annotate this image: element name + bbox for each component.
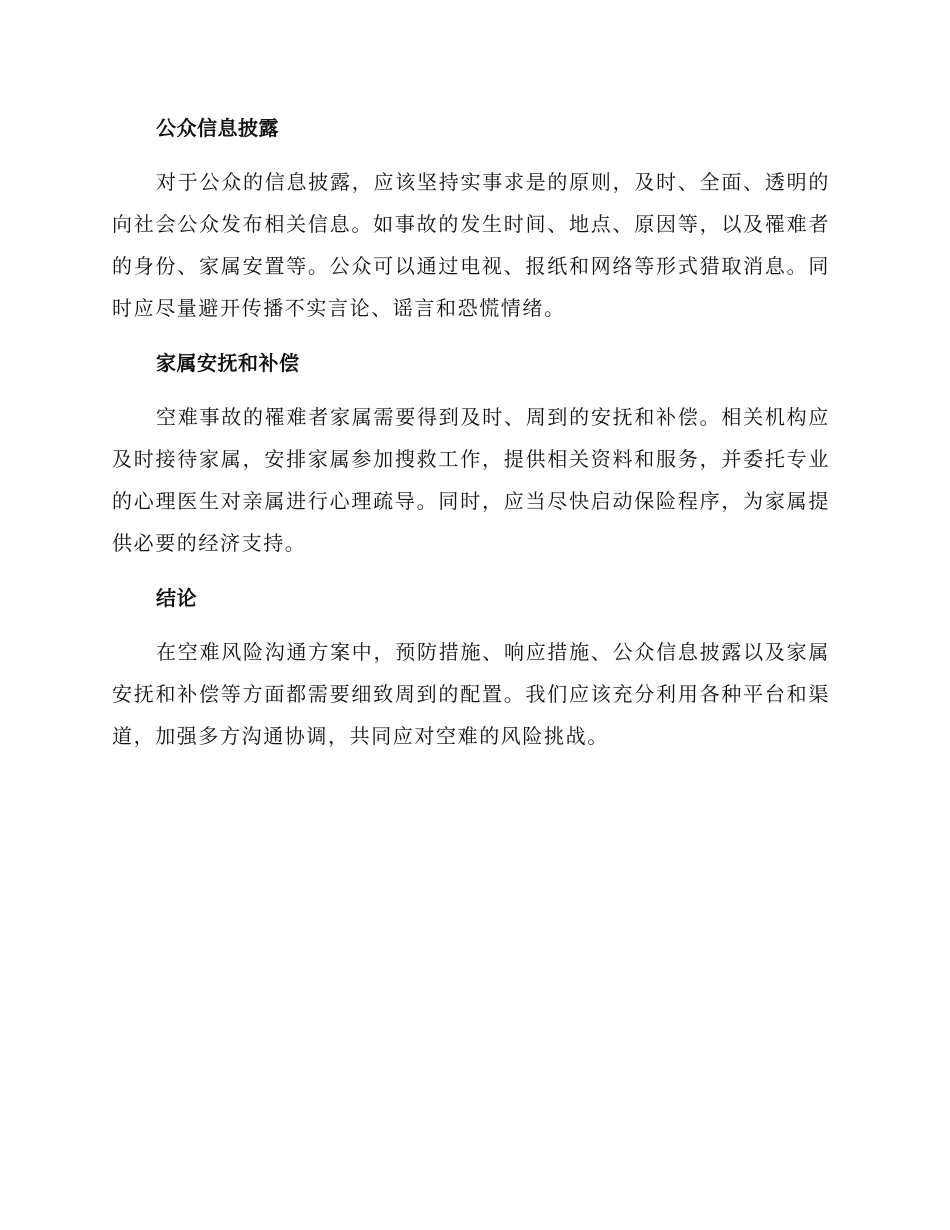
section-heading: 结论 — [156, 586, 197, 610]
section-paragraph: 空难事故的罹难者家属需要得到及时、周到的安抚和补偿。相关机构应及时接待家属，安排家属参加搜救工作，提供相关资料和服务，并委托专业的心理医生对亲属进行心理疏导。同时，应当尽快启动保险程序，为家属提供必要的经济支持。 — [112, 405, 830, 555]
section-family-compensation — [112, 343, 830, 564]
document-page — [112, 108, 830, 771]
section-heading: 公众信息披露 — [156, 116, 279, 140]
section-paragraph: 在空难风险沟通方案中，预防措施、响应措施、公众信息披露以及家属安抚和补偿等方面都需要细致周到的配置。我们应该充分利用各种平台和渠道，加强多方沟通协调，共同应对空难的风险挑战。 — [112, 640, 830, 748]
section-conclusion — [112, 578, 830, 757]
section-public-disclosure — [112, 108, 830, 329]
section-paragraph: 对于公众的信息披露，应该坚持实事求是的原则，及时、全面、透明的向社会公众发布相关信息。如事故的发生时间、地点、原因等，以及罹难者的身份、家属安置等。公众可以通过电视、报纸和网络等形式猎取消息。同时应尽量避开传播不实言论、谣言和恐慌情绪。 — [112, 170, 830, 320]
section-heading: 家属安抚和补偿 — [156, 351, 300, 375]
